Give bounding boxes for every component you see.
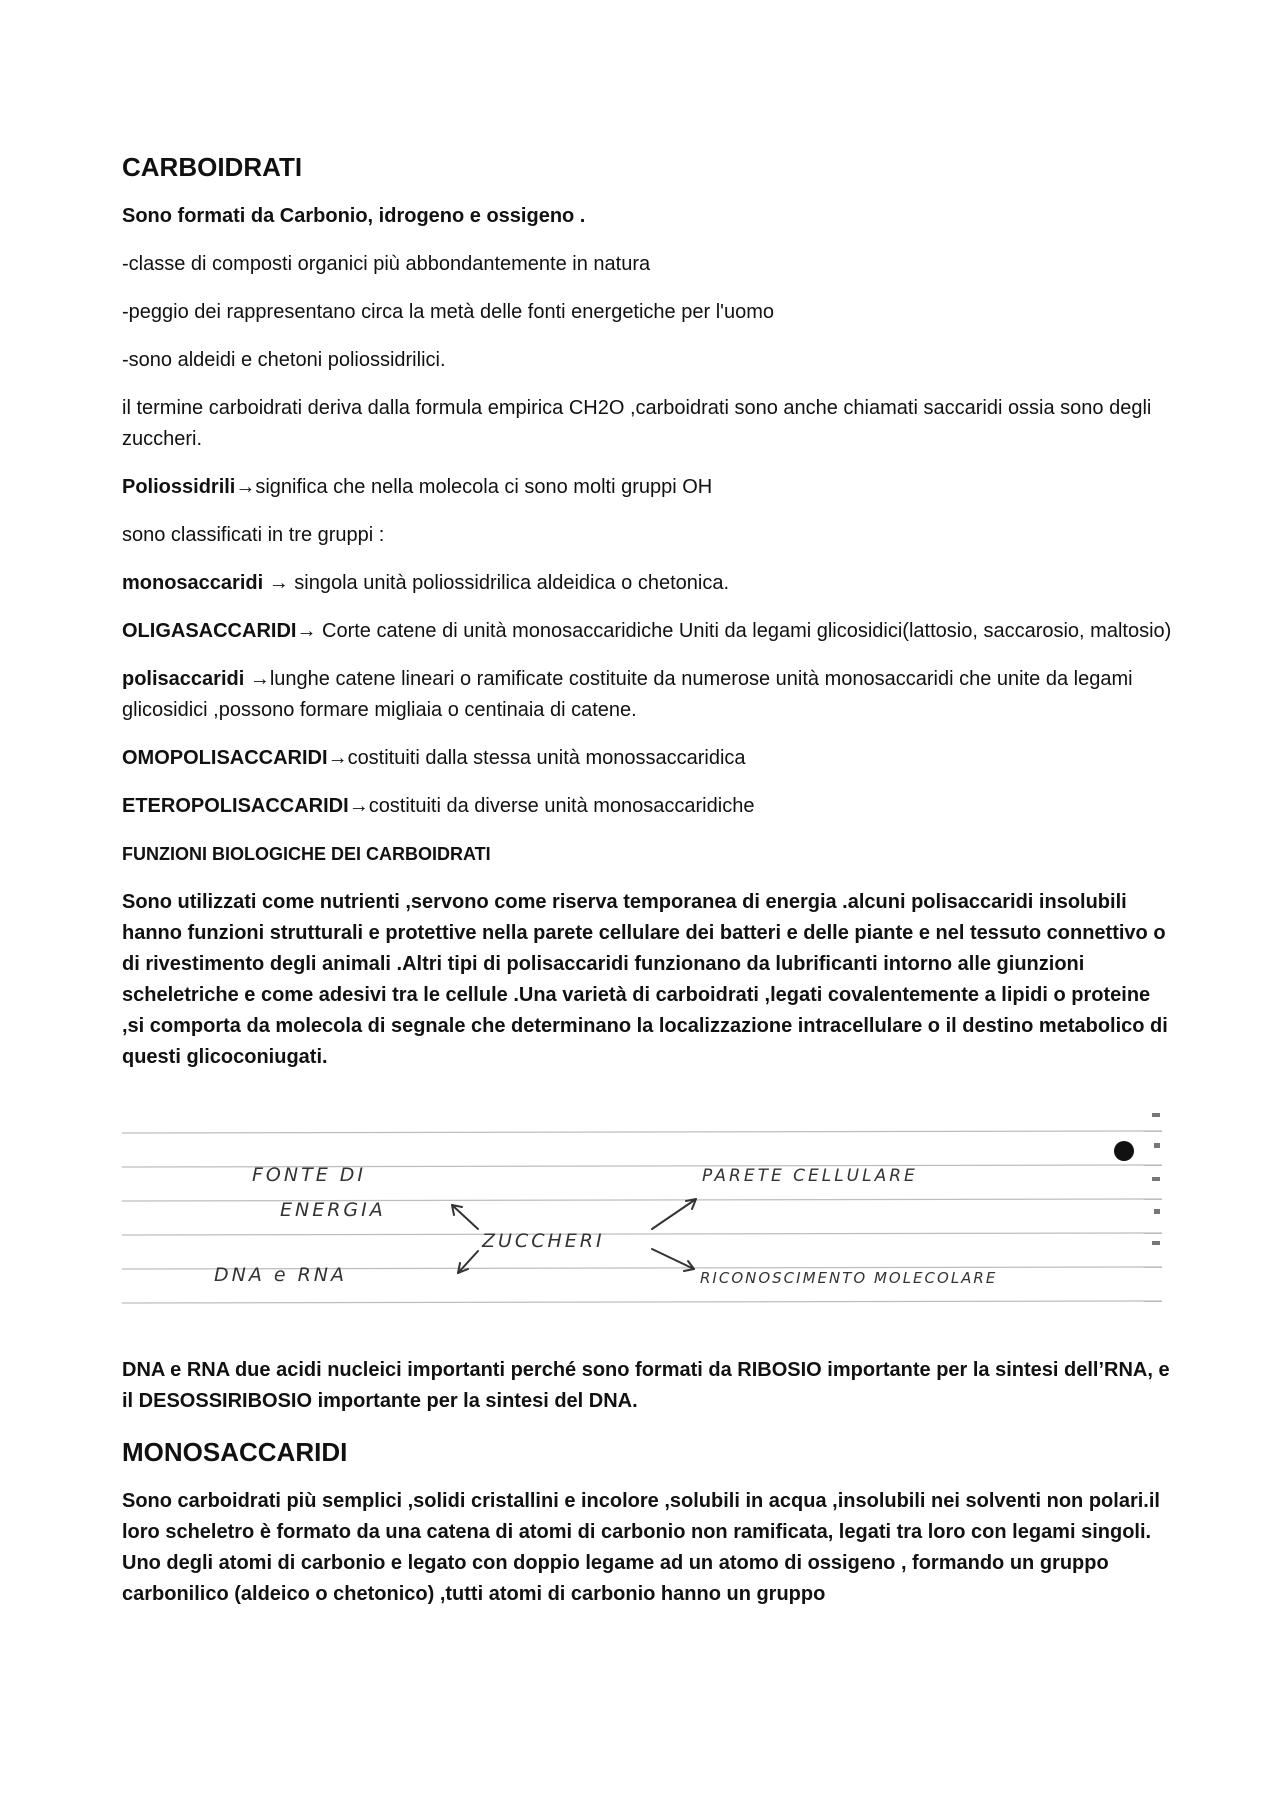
- document-page: [122, 150, 1172, 1610]
- group-term: monosaccaridi: [122, 572, 264, 594]
- bullet-1: -classe di composti organici più abbondantemente in natura: [122, 253, 651, 275]
- poliossidrili-line: [122, 472, 1172, 503]
- monosaccaridi-text: Sono carboidrati più semplici ,solidi cristallini e incolore ,solubili in acqua ,insolubili nei solventi non polari.il loro scheletro è formato da una catena di atomi di carbonio non ramificata, legati tra loro con legami singoli. Uno degli atomi di carbonio e legato con doppio legame ad un atomo di ossigeno , formando un gruppo carbonilico (aldeico o chetonico) ,tutti atomi di carbonio hanno un gruppo: [122, 1490, 1160, 1605]
- group-text: costituiti da diverse unità monosaccaridiche: [368, 795, 755, 817]
- section-heading-monosaccaridi: MONOSACCARIDI: [122, 1437, 348, 1467]
- classified-text: sono classificati in tre gruppi :: [122, 524, 385, 546]
- group-text: singola unità poliossidrilica aldeidica o chetonica.: [294, 572, 730, 594]
- arrow-energia-icon: [452, 1205, 478, 1229]
- group-term: ETEROPOLISACCARIDI: [122, 795, 349, 817]
- handwritten-sketch: [122, 1091, 1172, 1341]
- term-paragraph: il termine carboidrati deriva dalla formula empirica CH2O ,carboidrati sono anche chiamati saccaridi ossia sono degli zuccheri.: [122, 397, 1152, 450]
- arrow-parete-icon: [652, 1199, 696, 1229]
- sketch-zuccheri: ZUCCHERI: [482, 1230, 605, 1252]
- arrow-icon: →: [263, 572, 295, 594]
- sketch-fonte-di: FONTE DI: [252, 1164, 366, 1186]
- group-text: costituiti dalla stessa unità monossaccaridica: [347, 747, 746, 769]
- dna-paragraph: DNA e RNA due acidi nucleici importanti perché sono formati da RIBOSIO importante per la sintesi dell’RNA, e il DESOSSIRIBOSIO importante per la sintesi del DNA.: [122, 1359, 1170, 1412]
- functions-text: Sono utilizzati come nutrienti ,servono come riserva temporanea di energia .alcuni polisaccaridi insolubili hanno funzioni strutturali e protettive nella parete cellulare dei batteri e delle piante e nel tessuto connettivo o di rivestimento degli animali .Altri tipi di polisaccaridi funzionano da lubrificanti intorno alle giunzioni scheletriche e come adesivi tra le cellule .Una varietà di carboidrati ,legati covalentemente a lipidi o proteine ,si comporta da molecola di segnale che determinano la localizzazione intracellulare o il destino metabolico di questi glicoconiugati.: [122, 891, 1168, 1068]
- group-text: Corte catene di unità monosaccaridiche Uniti da legami glicosidici(lattosio, saccarosio, maltosio): [322, 620, 1172, 642]
- bullet-3: -sono aldeidi e chetoni poliossidrilici.: [122, 349, 446, 371]
- intro-text: Sono formati da Carbonio, idrogeno e ossigeno .: [122, 205, 586, 227]
- sketch-drawing: [122, 1091, 1172, 1341]
- sketch-dna-rna: DNA e RNA: [214, 1264, 348, 1286]
- arrow-icon: →: [235, 476, 256, 498]
- sketch-parete: PARETE CELLULARE: [702, 1166, 918, 1186]
- binder-marks: [1152, 1113, 1160, 1245]
- sketch-riconoscimento: RICONOSCIMENTO MOLECOLARE: [700, 1269, 998, 1287]
- group-eteropolisaccaridi: [122, 791, 1172, 822]
- page-title: CARBOIDRATI: [122, 152, 303, 182]
- poliossidrili-text: significa che nella molecola ci sono molti gruppi OH: [255, 476, 713, 498]
- bullet-2: -peggio dei rappresentano circa la metà delle fonti energetiche per l'uomo: [122, 301, 774, 323]
- group-monosaccaridi: [122, 568, 1172, 599]
- arrow-icon: →: [348, 795, 369, 817]
- group-text: lunghe catene lineari o ramificate costituite da numerose unità monosaccaridi che unite da legami glicosidici ,possono formare migliaia o centinaia di catene.: [122, 668, 1133, 721]
- arrow-icon: →: [327, 747, 348, 769]
- group-term: polisaccaridi: [122, 668, 245, 690]
- ink-dot-icon: [1114, 1141, 1134, 1161]
- sketch-energia: ENERGIA: [280, 1199, 386, 1221]
- group-term: OLIGASACCARIDI: [122, 620, 297, 642]
- group-polisaccaridi: [122, 664, 1172, 726]
- group-term: OMOPOLISACCARIDI: [122, 747, 328, 769]
- arrow-riconoscimento-icon: [652, 1249, 694, 1269]
- arrow-icon: →: [296, 620, 323, 642]
- group-omopolisaccaridi: [122, 743, 1172, 774]
- poliossidrili-term: Poliossidrili: [122, 476, 236, 498]
- functions-heading: FUNZIONI BIOLOGICHE DEI CARBOIDRATI: [122, 844, 491, 864]
- arrow-icon: →: [244, 668, 270, 690]
- group-oligasaccaridi: [122, 616, 1172, 647]
